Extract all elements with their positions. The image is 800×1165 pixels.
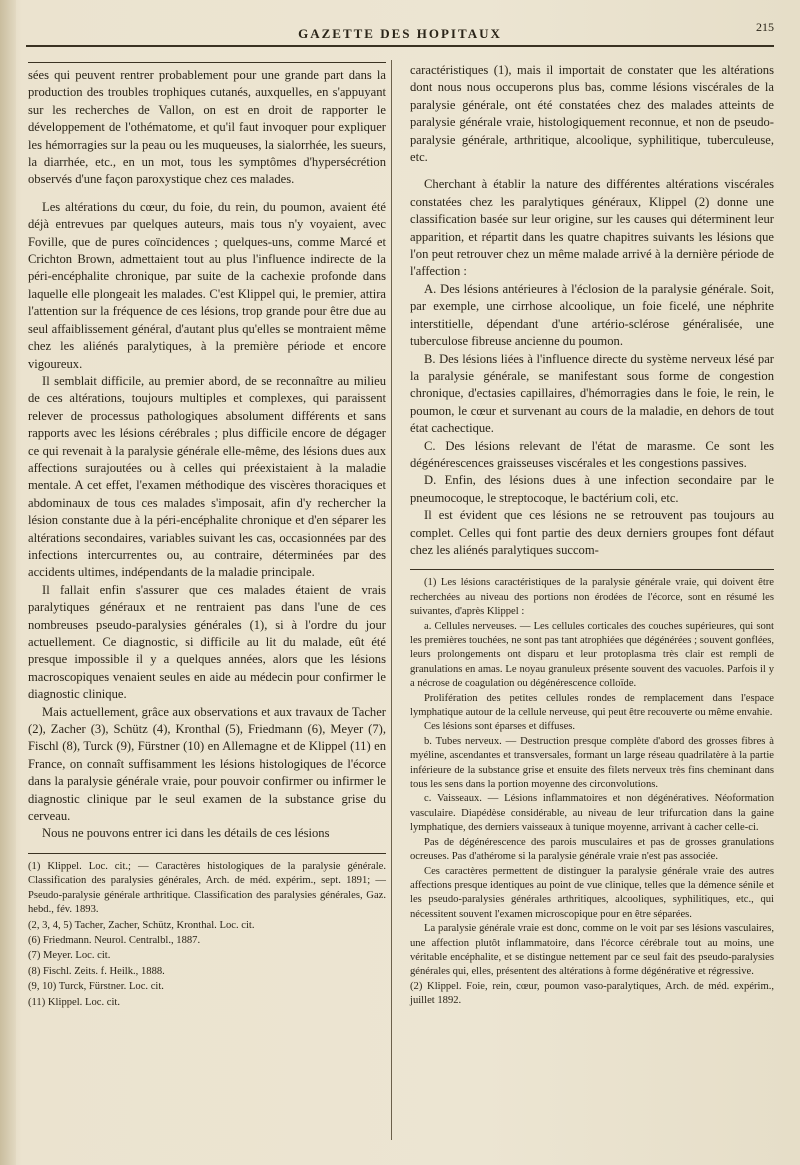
body-paragraph: Il semblait difficile, au premier abord, de se reconnaître au milieu de ces altérations, toujours multiples et complexes, qui paraissent relever de processus pathologiques absolument différents et sans rapports avec les lésions cérébrales ; plus difficile encore de dégager ce qui revenait à la paralysie générale elle-même, des lésions dues aux affections surajoutées ou à celles qui préexistaient à la maladie mentale. A cet effet, l'examen méthodique des viscères thoraciques et abdominaux de tous ces malades s'imposait, afin d'y rechercher la lésion constante due à la péri-encéphalite chronique et d'en séparer les altérations secondaires, variables suivant les cas, occasionnées par des infections intercurrentes ou, au contraire, déterminées par des accidents ultimes, indépendants de la maladie principale. [28,373,386,580]
classification-item: A. Des lésions antérieures à l'éclosion de la paralysie générale. Soit, par exemple, une cirrhose alcoolique, un foie ficelé, une néphrite interstitielle, dépendant d'une artério-sclérose généralisée, une tuberculose fibreuse ancienne du poumon. [410,281,774,349]
footnote-block [410,576,774,1008]
body-paragraph: Nous ne pouvons entrer ici dans les détails de ces lésions [42,826,330,841]
left-column-top-rule [28,62,386,63]
footnote: b. Tubes nerveux. — Destruction presque complète d'abord des grosses fibres à myéline, ascendantes et transversales, formant un large réseau quadrilatère à la partie inférieure de la substance grise et ensuite des filets nerveux très fins cheminant dans tous les sens dans la portion moyenne des circonvolutions. [410,735,774,791]
footnote: (2, 3, 4, 5) Tacher, Zacher, Schütz, Kronthal. Loc. cit. [28,919,255,931]
footnote: (11) Klippel. Loc. cit. [28,996,120,1008]
footnote-rule [28,853,386,854]
footnote: (6) Friedmann. Neurol. Centralbl., 1887. [28,934,201,946]
footnote: (9, 10) Turck, Fürstner. Loc. cit. [28,981,164,993]
page-binding-edge [0,0,16,1165]
footnote: La paralysie générale vraie est donc, comme on le voit par ses lésions vasculaires, une affection plutôt inflammatoire, dans l'écorce cérébrale tout au moins, une véritable encéphalite, et se distingue nettement par ce seul fait des pseudo-paralysies générales qui, elles, présentent des altérations à forme dégénérative et régressive. [410,923,774,978]
page-header [26,18,774,48]
body-paragraph: Il est évident que ces lésions ne se retrouvent pas toujours au complet. Celles qui font partie des deux derniers groupes font défaut chez les aliénés paralytiques succom- [410,508,774,557]
footnote: Prolifération des petites cellules rondes de remplacement dans l'espace lymphatique autour de la cellule nerveuse, qui peut être recouverte ou même envahie. [410,692,774,719]
footnote-list [28,860,386,1010]
footnote: (2) Klippel. Foie, rein, cœur, poumon vaso-paralytiques, Arch. de méd. expérim., juillet 1892. [410,980,774,1007]
footnote: (7) Meyer. Loc. cit. [28,950,111,962]
column-divider [391,60,392,1140]
header-rule [26,45,774,47]
footnote: Ces lésions sont éparses et diffuses. [424,721,576,733]
footnote: c. Vaisseaux. — Lésions inflammatoires et non dégénératives. Néoformation vasculaire. Diapédèse considérable, au niveau de leur trifurcation dans la gaine lymphatique, des derniers vaisseaux à tunique moyenne, arrivant à cacher celle-ci. [410,793,774,834]
body-paragraph: Les altérations du cœur, du foie, du rein, du poumon, avaient été déjà entrevues par quelques auteurs, mais tous n'y voyaient, avec Foville, que de pures coïncidences ; quelques-uns, comme Marcé et Crichton Brown, admettaient tout au plus l'influence indirecte de la péri-encéphalite chronique, par suite de la cachexie profonde dans laquelle elle plongeait les malades. C'est Klippel qui, le premier, attira l'attention sur la fréquence de ces lésions, trop grande pour être due au seul affaiblissement général, d'autant plus qu'elles se montraient même chez les aliénés paralytiques, à la première période et encore vigoureux. [28,199,386,371]
page-number: 215 [756,20,774,34]
right-column [410,62,774,1009]
body-paragraph: caractéristiques (1), mais il importait de constater que les altérations dont nous nous occuperons plus bas, comme lésions viscérales de la paralysie générale, ont été constatées chez des malades atteints de paralysie générale vraie, histologiquement reconnue, et non de pseudo-paralysie générale, arthritique, alcoolique, syphilitique, tuberculeuse, etc. [410,63,774,165]
footnote: a. Cellules nerveuses. — Les cellules corticales des couches supérieures, qui sont les premières touchées, ne sont pas tant atrophiées que dégénérées ; souvent gonflées, leurs prolongements ont disparu et leur protoplasma très clair est rempli de granulations en amas. Le noyau granuleux présente souvent des vacuoles. Parfois il y a nécrose de coagulation ou dégénérescence colloïde. [410,620,774,690]
footnote: Ces caractères permettent de distinguer la paralysie générale vraie des autres affections presque identiques au point de vue clinique, telles que la démence sénile et les pseudo-paralysies générales arthritiques, alcooliques, syphilitiques, etc., qui nécessitent souvent l'examen microscopique pour en être séparées. [410,865,774,920]
left-column [28,62,386,1011]
body-paragraph: Cherchant à établir la nature des différentes altérations viscérales constatées chez les paralytiques généraux, Klippel (2) donne une classification basée sur leur origine, sur les causes qui déterminent leur apparition, et répartit dans les quatre chapitres suivants les lésions que l'on peut retrouver chez un même malade arrivé à la dernière période de l'affection : [410,177,774,279]
classification-item: B. Des lésions liées à l'influence directe du système nerveux lésé par la paralysie générale, se manifestant sous forme de congestion chronique, d'ectasies capillaires, d'hémorragies dans le foie, le rein, le poumon, le cœur et survenant au cours de la maladie, en dehors de tout état cachectique. [410,351,774,436]
body-paragraph: Mais actuellement, grâce aux observations et aux travaux de Tacher (2), Zacher (3), Schütz (4), Kronthal (5), Friedmann (6), Meyer (7), Fischl (8), Turck (9), Fürstner (10) en Allemagne et de Klippel (11) en France, on connaît suffisamment les lésions histologiques de l'écorce dans la paralysie générale vraie, pour pouvoir confirmer ou infirmer le diagnostic clinique par le seul examen de la substance grise du cerveau. [28,704,386,824]
classification-item: D. Enfin, des lésions dues à une infection secondaire par le pneumocoque, le streptocoque, le bactérium coli, etc. [410,473,774,505]
footnote: (1) Les lésions caractéristiques de la paralysie générale vraie, qui doivent être recherchées au niveau des portions non érodées de l'écorce, sont en résumé les suivantes, d'après Klippel : [410,577,774,618]
body-paragraph: sées qui peuvent rentrer probablement pour une grande part dans la production des troubles trophiques cutanés, auxquelles, en s'appuyant sur les recherches de Vallon, on est en droit de rapporter le développement de l'othématome, et qu'il faut invoquer pour expliquer les hémorragies sur la peau ou les muqueuses, la sialorrhée, les sueurs, la diarrhée, etc., en un mot, tous les symptômes d'hypersécrétion observés d'une façon paroxystique chez ces malades. [28,68,386,187]
footnote: Pas de dégénérescence des parois musculaires et pas de grosses granulations ocreuses. Pas d'athérome si la paralysie générale vraie n'est pas associée. [410,836,774,863]
footnote: (8) Fischl. Zeits. f. Heilk., 1888. [28,965,165,977]
classification-item: C. Des lésions relevant de l'état de marasme. Ce sont les dégénérescences graisseuses viscérales et les congestions passives. [410,438,774,470]
footnote-rule [410,569,774,570]
footnote: (1) Klippel. Loc. cit.; — Caractères histologiques de la paralysie générale. Classification des paralysies générales, Arch. de méd. expérim., sept. 1891; — Pseudo-paralysie générale arthritique. Classification des paralysies générales, Gaz. hebd., fév. 1893. [28,860,386,916]
body-paragraph: Il fallait enfin s'assurer que ces malades étaient de vrais paralytiques généraux et ne rentraient pas dans l'une de ces nombreuses pseudo-paralysies générales (1), si à l'ordre du jour actuellement. Ce diagnostic, si difficile au lit du malade, eût été presque impossible il y a quelques années, alors que les lésions macroscopiques venaient seules en aide au médecin pour confirmer le diagnostic clinique. [28,582,386,702]
journal-title: GAZETTE DES HOPITAUX [298,26,502,41]
